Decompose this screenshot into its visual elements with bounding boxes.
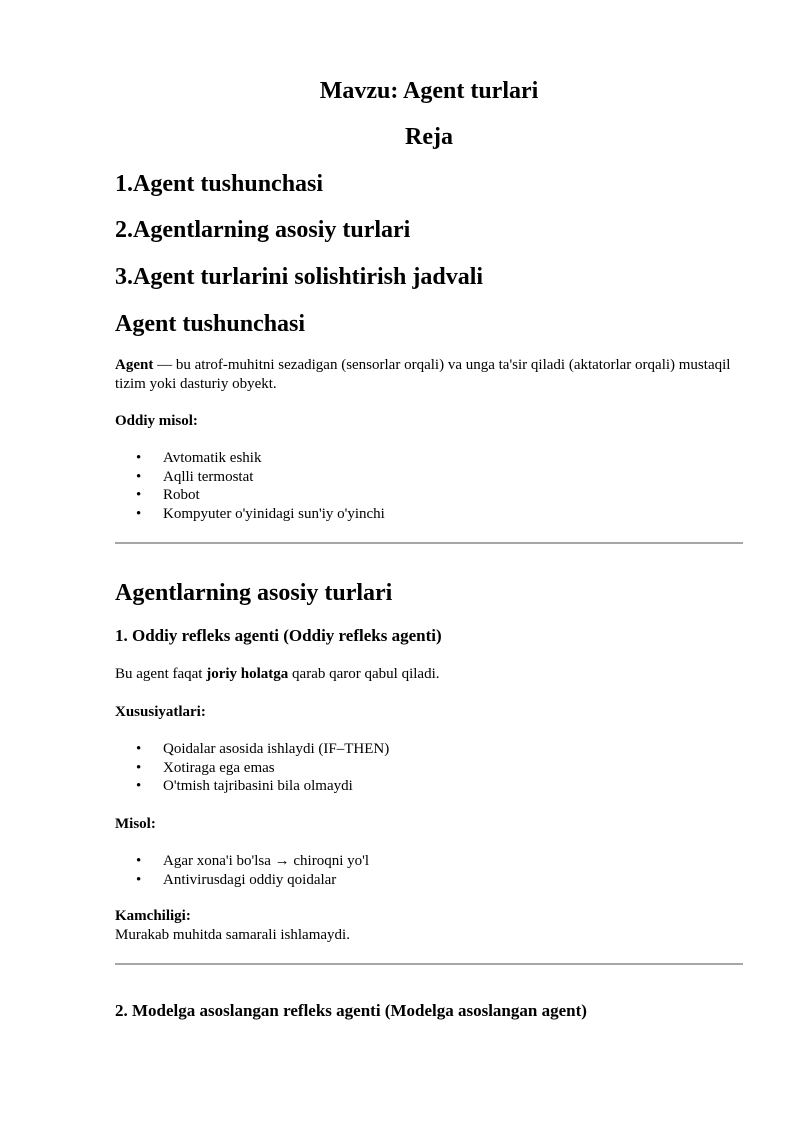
drawback-label: Kamchiligi: — [115, 908, 191, 924]
misol-list — [115, 852, 369, 889]
definition-term: Agent — [115, 357, 154, 373]
simple-reflex-intro — [115, 665, 743, 684]
subsection-heading-model-based: 2. Modelga asoslangan refleks agenti (Modelga asoslangan agent) — [115, 1001, 587, 1020]
features-label: Xususiyatlari: — [115, 704, 206, 720]
subsection-heading-simple-reflex: 1. Oddiy refleks agenti (Oddiy refleks agenti) — [115, 626, 442, 645]
list-item: • Aqlli termostat — [115, 468, 385, 487]
list-item: • Robot — [115, 486, 385, 505]
divider — [115, 963, 743, 965]
drawback-text: Murakab muhitda samarali ishlamaydi. — [115, 927, 350, 943]
plan-title: Reja — [405, 124, 453, 150]
intro-text-end: qarab qaror qabul qiladi. — [288, 666, 440, 682]
section-heading-agent-concept: Agent tushunchasi — [115, 311, 306, 337]
list-item: • Antivirusdagi oddiy qoidalar — [115, 871, 369, 890]
divider — [115, 542, 743, 544]
example-label: Oddiy misol: — [115, 413, 198, 429]
intro-bold-text: joriy holatga — [206, 666, 289, 682]
plan-item-3: 3.Agent turlarini solishtirish jadvali — [115, 264, 484, 290]
list-item: • O'tmish tajribasini bila olmaydi — [115, 777, 389, 796]
misol-label: Misol: — [115, 816, 156, 832]
section-heading-agent-types: Agentlarning asosiy turlari — [115, 580, 393, 606]
plan-item-1: 1.Agent tushunchasi — [115, 171, 324, 197]
list-item: • Xotiraga ega emas — [115, 759, 389, 778]
agent-definition — [115, 356, 743, 394]
definition-text: — bu atrof-muhitni sezadigan (sensorlar orqali) va unga ta'sir qiladi (aktatorlar orqali) mustaqil tizim yoki dasturiy obyekt. — [115, 357, 731, 392]
list-item: • Agar xona'i bo'lsa → chiroqni yo'l — [115, 852, 369, 871]
list-item: • Kompyuter o'yinidagi sun'iy o'yinchi — [115, 505, 385, 524]
intro-text: Bu agent faqat — [115, 666, 207, 682]
document-title: Mavzu: Agent turlari — [319, 78, 539, 104]
features-list — [115, 740, 389, 796]
list-item: • Qoidalar asosida ishlaydi (IF–THEN) — [115, 740, 389, 759]
plan-item-2: 2.Agentlarning asosiy turlari — [115, 217, 411, 243]
example-list — [115, 449, 385, 524]
list-item: • Avtomatik eshik — [115, 449, 385, 468]
